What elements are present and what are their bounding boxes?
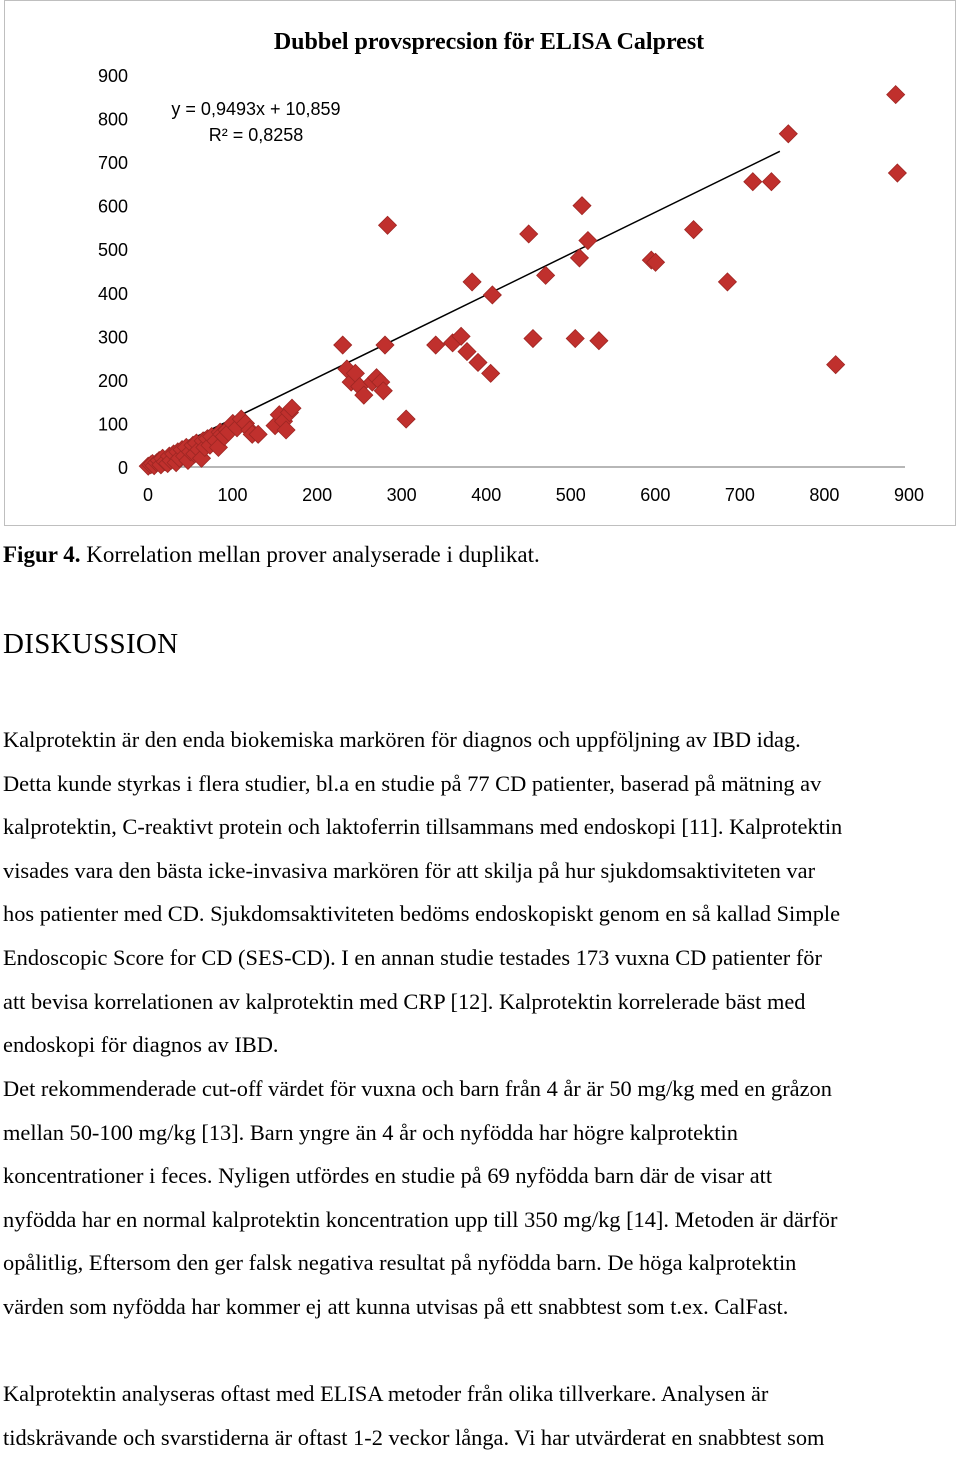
y-tick-label: 700 <box>97 153 128 174</box>
data-point <box>827 356 845 374</box>
data-point <box>566 330 584 348</box>
paragraph-line: tidskrävande och svarstiderna är oftast 1-2 veckor långa. Vi har utvärderat en snabbtest som <box>3 1424 825 1450</box>
data-point <box>779 125 797 143</box>
x-tick-label: 800 <box>809 485 840 505</box>
x-tick-label: 900 <box>893 485 925 505</box>
data-point <box>685 221 703 239</box>
trendline-equation: y = 0,9493x + 10,859 <box>171 99 341 119</box>
data-point <box>520 225 538 243</box>
data-point <box>427 336 445 354</box>
scatter-chart <box>4 0 956 526</box>
paragraph-line: Endoscopic Score for CD (SES-CD). I en annan studie testades 173 vuxna CD patienter för <box>3 944 822 970</box>
x-tick-label: 200 <box>302 485 333 505</box>
data-point <box>524 330 542 348</box>
y-tick-label: 900 <box>97 66 128 86</box>
data-point <box>379 216 397 234</box>
y-tick-label: 800 <box>97 109 128 130</box>
paragraph-line: koncentrationer i feces. Nyligen utfördes en studie på 69 nyfödda barn där de visar att <box>3 1163 773 1189</box>
paragraph-line: visades vara den bästa icke-invasiva markören för att skilja på hur sjukdomsaktiviteten var <box>3 857 816 883</box>
y-tick-label: 0 <box>117 458 128 478</box>
paragraph-1 <box>3 718 957 1067</box>
section-heading-diskussion: DISKUSSION <box>3 628 179 660</box>
trendline-r-squared: R² = 0,8258 <box>208 125 304 145</box>
y-tick-label: 300 <box>97 327 128 348</box>
paragraph-line: Kalprotektin analyseras oftast med ELISA metoder från olika tillverkare. Analysen är <box>3 1381 769 1406</box>
figure-caption-text: Korrelation mellan prover analyserade i duplikat. <box>80 542 540 567</box>
data-point <box>887 86 905 104</box>
y-tick-label: 600 <box>97 196 128 217</box>
paragraph-3 <box>3 1372 957 1459</box>
data-point <box>573 197 591 215</box>
y-tick-label: 500 <box>97 240 128 261</box>
y-tick-label: 100 <box>97 414 128 435</box>
paragraph-line: Detta kunde styrkas i flera studier, bl.a en studie på 77 CD patienter, baserad på mätning av <box>3 770 822 796</box>
data-point <box>376 336 394 354</box>
x-tick-label: 500 <box>555 485 586 505</box>
paragraph-line: opålitlig, Eftersom den ger falsk negativa resultat på nyfödda barn. De höga kalprotektin <box>3 1250 797 1276</box>
paragraph-line: att bevisa korrelationen av kalprotektin med CRP [12]. Kalprotektin korrelerade bäst med <box>3 988 806 1014</box>
data-point <box>888 164 906 182</box>
chart-title: Dubbel provsprecsion för ELISA Calprest <box>273 29 705 55</box>
data-point <box>334 336 352 354</box>
x-tick-label: 700 <box>724 485 755 505</box>
x-tick-label: 600 <box>640 485 671 505</box>
paragraph-line: mellan 50-100 mg/kg [13]. Barn yngre än 4 år och nyfödda har högre kalprotektin <box>3 1119 738 1145</box>
y-tick-label: 200 <box>97 370 128 391</box>
x-tick-label: 100 <box>217 485 248 505</box>
figure-caption-label: Figur 4. <box>3 542 81 567</box>
data-point <box>463 273 481 291</box>
data-point <box>744 173 762 191</box>
paragraph-line: kalprotektin, C-reaktivt protein och laktoferrin tillsammans med endoskopi [11]. Kalprotektin <box>3 814 843 840</box>
data-point <box>482 364 500 382</box>
paragraph-line: endoskopi för diagnos av IBD. <box>3 1032 279 1058</box>
figure-caption <box>3 542 953 568</box>
data-point <box>762 173 780 191</box>
x-tick-label: 400 <box>471 485 502 505</box>
paragraph-line: värden som nyfödda har kommer ej att kunna utvisas på ett snabbtest som t.ex. CalFast. <box>3 1293 789 1319</box>
chart-canvas <box>5 1 957 527</box>
paragraph-line: hos patienter med CD. Sjukdomsaktiviteten bedöms endoskopiskt genom en så kallad Simple <box>3 901 841 927</box>
paragraph-2 <box>3 1067 957 1329</box>
x-tick-label: 0 <box>142 485 154 505</box>
x-tick-label: 300 <box>386 485 417 505</box>
data-point <box>397 410 415 428</box>
data-point <box>718 273 736 291</box>
paragraph-line: nyfödda har en normal kalprotektin koncentration upp till 350 mg/kg [14]. Metoden är därför <box>3 1206 838 1232</box>
paragraph-line: Kalprotektin är den enda biokemiska markören för diagnos och uppföljning av IBD idag. <box>3 727 801 752</box>
data-point <box>590 332 608 350</box>
y-tick-label: 400 <box>97 283 128 304</box>
data-point <box>579 232 597 250</box>
paragraph-line: Det rekommenderade cut-off värdet för vuxna och barn från 4 år är 50 mg/kg med en gråzon <box>3 1076 832 1101</box>
